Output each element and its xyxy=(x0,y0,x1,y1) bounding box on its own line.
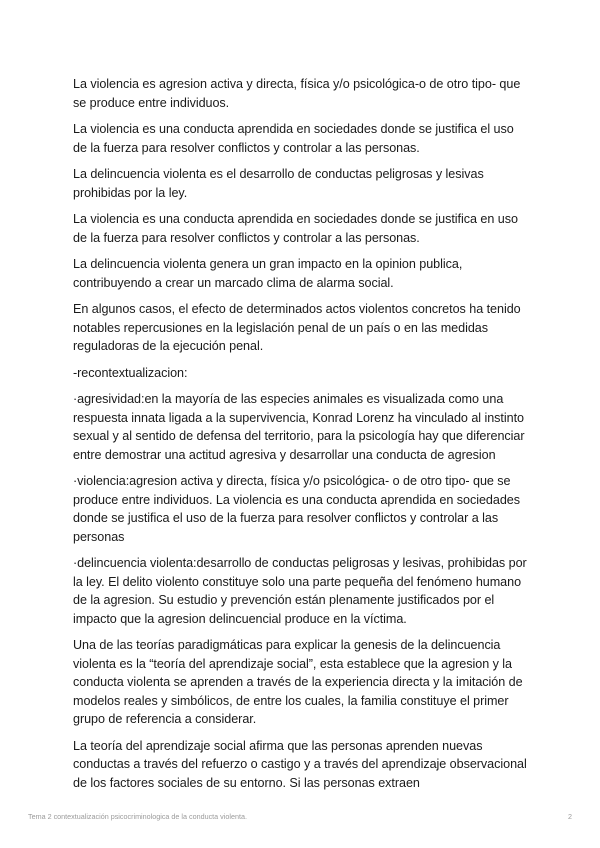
footer-title: Tema 2 contextualización psicocriminologica de la conducta violenta. xyxy=(28,812,247,821)
paragraph-learned-violence-repeat: La violencia es una conducta aprendida en sociedades donde se justifica en uso de la fuerza para resolver conflictos y controlar a las personas. xyxy=(73,212,518,245)
paragraph-learned-violence: La violencia es una conducta aprendida en sociedades donde se justifica el uso de la fuerza para resolver conflictos y controlar a las personas. xyxy=(73,122,514,155)
page-number: 2 xyxy=(568,812,572,821)
paragraph-recontextualization-heading: -recontextualizacion: xyxy=(73,365,188,380)
paragraph-violence-item: ·violencia:agresion activa y directa, física y/o psicológica- o de otro tipo- que se produce entre individuos. La violencia es una conducta aprendida en sociedades donde se justifica el uso de la fuerza para resolver conflictos y controlar a las personas xyxy=(73,474,520,544)
paragraph-aggressiveness: ·agresividad:en la mayoría de las especies animales es visualizada como una respuesta innata ligada a la supervivencia, Konrad Lorenz ha vinculado al instinto sexual y al sentido de defensa del territorio, para la psicología hay que diferenciar entre demostrar una actitud agresiva y desarrollar una conducta de agresion xyxy=(73,392,525,462)
document-body xyxy=(73,75,529,800)
page-footer xyxy=(28,812,572,824)
paragraph-violence-definition: La violencia es agresion activa y directa, física y/o psicológica-o de otro tipo- que se produce entre individuos. xyxy=(73,77,521,110)
paragraph-violent-delinquency: La delincuencia violenta es el desarrollo de conductas peligrosas y lesivas prohibidas por la ley. xyxy=(73,167,484,200)
paragraph-social-learning-theory: Una de las teorías paradigmáticas para explicar la genesis de la delincuencia violenta es la “teoría del aprendizaje social”, esta establece que la agresion y la conducta violenta se aprenden a través de la experiencia directa y la imitación de modelos reales y simbólicos, de entre los cuales, la familia constituye el primer grupo de referencia a considerar. xyxy=(73,638,523,726)
paragraph-social-learning-detail: La teoría del aprendizaje social afirma que las personas aprenden nuevas conductas a través del refuerzo o castigo y a través del aprendizaje observacional de los factores sociales de su entorno. Si las personas extraen xyxy=(73,738,527,790)
paragraph-public-opinion: La delincuencia violenta genera un gran impacto en la opinion publica, contribuyendo a crear un marcado clima de alarma social. xyxy=(73,257,463,290)
paragraph-legislation: En algunos casos, el efecto de determinados actos violentos concretos ha tenido notables repercusiones en la legislación penal de un país o en las medidas reguladoras de la ejecución penal. xyxy=(73,302,521,353)
paragraph-violent-delinquency-item: ·delincuencia violenta:desarrollo de conductas peligrosas y lesivas, prohibidas por la ley. El delito violento constituye solo una parte pequeña del fenómeno humano de la agresion. Su estudio y prevención están plenamente justificados por el impacto que la agresion delincuencial produce en la víctima. xyxy=(73,556,527,626)
